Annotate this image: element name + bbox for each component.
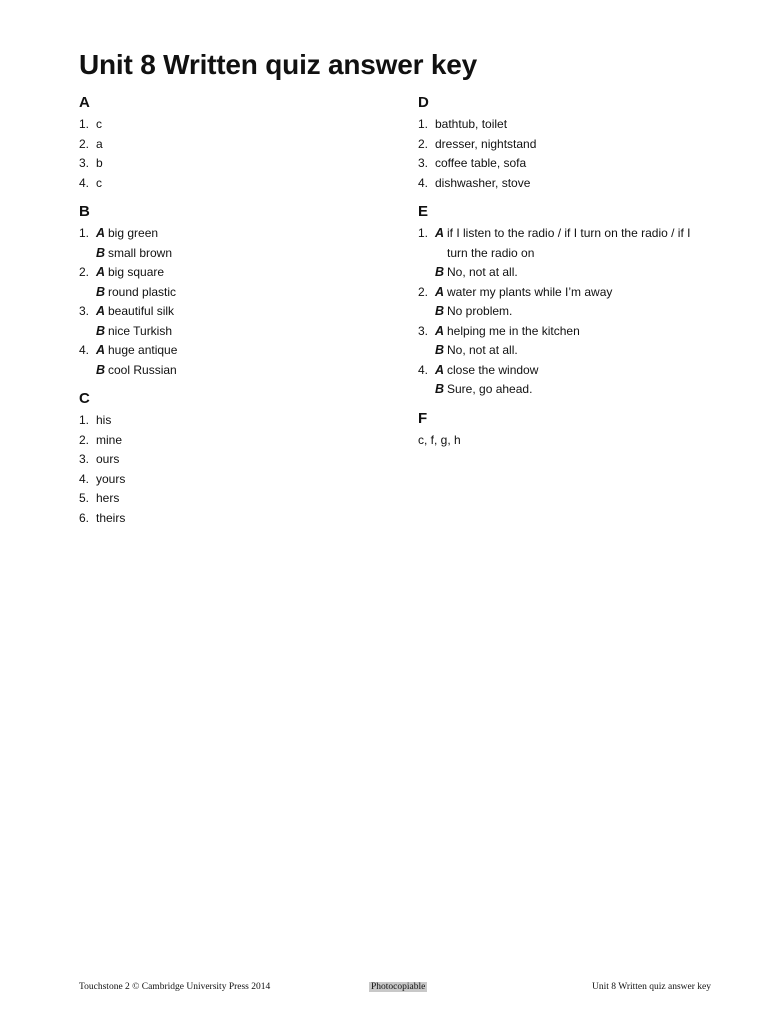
item-number: 2. — [79, 265, 90, 279]
item-number: 6. — [79, 510, 90, 525]
list-item — [79, 361, 379, 381]
section-heading: D — [418, 94, 429, 111]
answer-text: Sure, go ahead. — [447, 382, 533, 396]
answer-text: c, f, g, h — [418, 432, 461, 447]
item-number: 4. — [418, 362, 429, 377]
item-number: 4. — [418, 175, 429, 190]
item-number: 1. — [79, 413, 90, 427]
list-item — [418, 302, 708, 322]
list-item — [79, 174, 379, 194]
section-heading: F — [418, 409, 428, 427]
list-item — [79, 244, 379, 264]
answer-text: round plastic — [108, 284, 177, 299]
item-number: 4. — [79, 343, 90, 357]
list-item — [418, 154, 708, 174]
list-item — [79, 489, 379, 509]
answer-text: dresser, nightstand — [435, 136, 537, 151]
answer-text: dishwasher, stove — [435, 175, 531, 190]
item-number: 4. — [79, 175, 90, 190]
list-item — [79, 509, 379, 529]
answer-text: b — [96, 156, 103, 170]
list-item — [418, 322, 708, 342]
answer-text: if I listen to the radio / if I turn on the radio / if I turn the radio on — [447, 226, 691, 260]
part-b-label: B — [435, 343, 445, 357]
list-item — [418, 115, 708, 135]
answer-text: small brown — [108, 245, 173, 260]
list-item — [79, 263, 379, 283]
list-item — [418, 135, 708, 155]
answer-text: theirs — [96, 510, 126, 525]
answer-text: huge antique — [108, 343, 178, 357]
right-column — [418, 94, 708, 460]
list-item — [79, 302, 379, 322]
answer-text: mine — [96, 432, 123, 447]
answer-text: No, not at all. — [447, 265, 518, 279]
list-item — [418, 380, 708, 400]
answer-text: coffee table, sofa — [435, 156, 527, 170]
answer-text: nice Turkish — [108, 323, 173, 338]
answer-text: water my plants while I’m away — [447, 284, 613, 299]
part-a-label: A — [96, 304, 106, 318]
item-number: 3. — [79, 304, 90, 318]
item-number: 5. — [79, 491, 90, 505]
answer-text: bathtub, toilet — [435, 117, 508, 131]
answer-text: No, not at all. — [447, 343, 518, 357]
list-item — [418, 361, 708, 381]
part-b-label: B — [96, 284, 106, 299]
item-number: 2. — [418, 284, 429, 299]
part-a-label: A — [435, 362, 445, 377]
footer-unit-title: Unit 8 Written quiz answer key — [592, 982, 711, 992]
section-b — [79, 203, 379, 380]
section-d — [418, 94, 708, 193]
item-number: 4. — [79, 471, 90, 486]
part-a-label: A — [435, 323, 445, 338]
answer-text: big green — [108, 226, 159, 240]
section-c — [79, 390, 379, 528]
list-item — [79, 450, 379, 470]
part-b-label: B — [435, 265, 445, 279]
part-b-label: B — [96, 323, 106, 338]
list-item — [79, 470, 379, 490]
answer-text: yours — [96, 471, 126, 486]
answer-text: cool Russian — [108, 362, 177, 377]
item-number: 3. — [79, 452, 90, 466]
answer-text: No problem. — [447, 304, 513, 318]
answer-text: helping me in the kitchen — [447, 323, 580, 338]
list-item — [79, 224, 379, 244]
answer-text: ours — [96, 452, 120, 466]
answer-text: hers — [96, 491, 120, 505]
footer-copyright: Touchstone 2 © Cambridge University Press 2014 — [79, 982, 271, 992]
item-number: 1. — [418, 117, 429, 131]
answer-text: beautiful silk — [108, 304, 175, 318]
item-number: 1. — [79, 226, 90, 240]
list-item — [79, 431, 379, 451]
item-number: 2. — [418, 136, 429, 151]
list-item — [79, 411, 379, 431]
item-number: 1. — [79, 117, 90, 131]
item-number: 3. — [79, 156, 90, 170]
answer-text: a — [96, 136, 103, 151]
item-number: 3. — [418, 323, 429, 338]
list-item — [418, 174, 708, 194]
item-number: 2. — [79, 136, 90, 151]
section-heading: A — [79, 94, 90, 111]
answer-text: c — [96, 175, 102, 190]
page-footer — [79, 982, 711, 996]
footer-photocopiable: Photocopiable — [371, 982, 426, 992]
item-number: 3. — [418, 156, 429, 170]
part-a-label: A — [435, 284, 445, 299]
section-e — [418, 203, 708, 400]
section-f — [418, 410, 708, 451]
part-a-label: A — [96, 265, 106, 279]
part-a-label: A — [96, 226, 106, 240]
part-b-label: B — [96, 245, 106, 260]
list-item — [79, 135, 379, 155]
list-item — [79, 154, 379, 174]
section-heading: B — [79, 203, 90, 220]
item-number: 2. — [79, 432, 90, 447]
list-item — [418, 283, 708, 303]
part-a-label: A — [96, 343, 106, 357]
section-a — [79, 94, 379, 193]
answer-text: his — [96, 413, 112, 427]
list-item — [418, 341, 708, 361]
part-b-label: B — [435, 304, 445, 318]
list-item — [418, 263, 708, 283]
list-item — [79, 283, 379, 303]
list-item — [79, 341, 379, 361]
answer-text: big square — [108, 265, 165, 279]
left-column — [79, 94, 379, 538]
list-item — [79, 322, 379, 342]
list-item — [418, 224, 708, 263]
part-b-label: B — [96, 362, 106, 377]
answer-text: c — [96, 117, 102, 131]
item-number: 1. — [418, 226, 429, 240]
list-item — [79, 115, 379, 135]
part-a-label: A — [435, 226, 445, 240]
part-b-label: B — [435, 382, 445, 396]
section-heading: C — [79, 390, 90, 407]
answer-text: close the window — [447, 362, 539, 377]
section-heading: E — [418, 203, 429, 220]
page-title: Unit 8 Written quiz answer key — [79, 49, 478, 80]
